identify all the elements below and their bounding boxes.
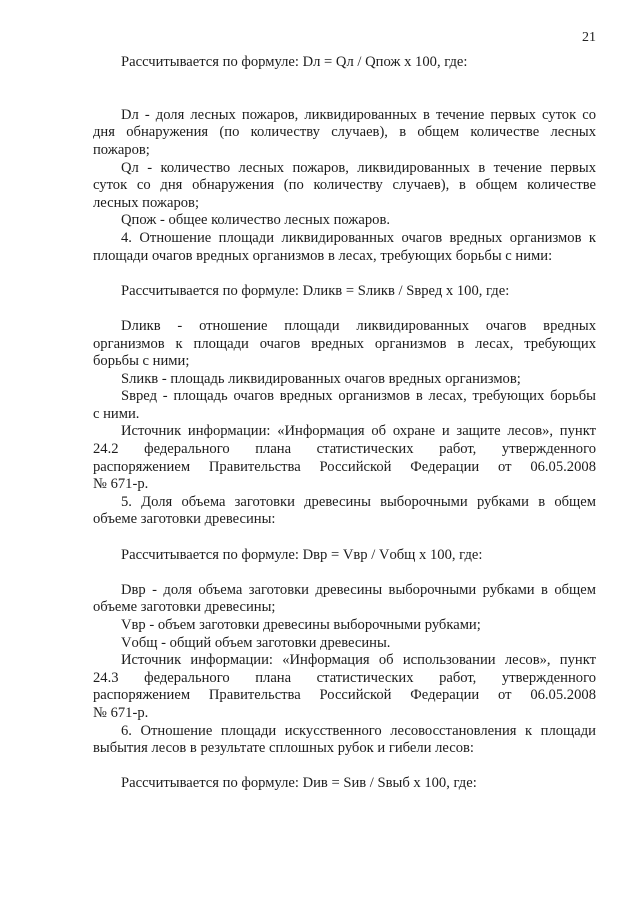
definition-vvr [93, 617, 596, 635]
text-line: 6. Отношение площади искусственного лесовосстановления к площади [121, 722, 596, 739]
text-line: площади очагов вредных организмов в лесах, требующих борьбы с ними: [93, 247, 553, 264]
text-line: № 671-р. [93, 704, 149, 721]
text-line: распоряжением Правительства Российской Федерации от 06.05.2008 [93, 458, 596, 475]
indicator-5-heading [93, 494, 596, 529]
blank-space [93, 300, 596, 318]
text-line: 5. Доля объема заготовки древесины выборочными рубками в общем [121, 493, 596, 510]
blank-space [93, 758, 596, 776]
blank-space [93, 72, 596, 107]
text-line: Vобщ - общий объем заготовки древесины. [121, 634, 391, 651]
text-line: Qл - количество лесных пожаров, ликвидированных в течение первых [121, 159, 596, 176]
document-body [93, 54, 596, 793]
text-line: распоряжением Правительства Российской Федерации от 06.05.2008 [93, 687, 596, 704]
text-line: 24.2 федерального плана статистических работ, утвержденного [93, 441, 596, 458]
definition-dl [93, 107, 596, 160]
indicator-6-heading [93, 723, 596, 758]
text-line: лесных пожаров; [93, 194, 200, 211]
blank-space [93, 564, 596, 582]
blank-space [93, 265, 596, 283]
definition-dlikv [93, 318, 596, 371]
text-line: Sвред - площадь очагов вредных организмов в лесах, требующих борьбы [121, 388, 596, 405]
text-line: дня обнаружения (по количеству случаев), в общем количестве лесных [93, 124, 596, 141]
text-line: Источник информации: «Информация об использовании лесов», пункт [121, 652, 596, 669]
formula-dl [93, 54, 596, 72]
text-line: Dликв - отношение площади ликвидированных очагов вредных [121, 317, 596, 334]
text-line: Рассчитывается по формуле: Dликв = Sликв / Sвред х 100, где: [121, 282, 510, 299]
indicator-4-heading [93, 230, 596, 265]
definition-qpozh [93, 212, 596, 230]
text-line: объеме заготовки древесины; [93, 599, 276, 616]
text-line: выбытия лесов в результате сплошных рубок и гибели лесов: [93, 740, 474, 757]
text-line: Рассчитывается по формуле: Dив = Sив / Sвыб х 100, где: [121, 775, 477, 792]
source-note-usage [93, 652, 596, 722]
formula-dvr [93, 547, 596, 565]
text-line: Vвр - объем заготовки древесины выборочными рубками; [121, 617, 481, 633]
text-line: Qпож - общее количество лесных пожаров. [121, 212, 391, 229]
text-line: Рассчитывается по формуле: Dвр = Vвр / Vобщ х 100, где: [121, 546, 483, 563]
text-line: пожаров; [93, 141, 150, 158]
formula-dlikv [93, 283, 596, 301]
definition-ql [93, 160, 596, 213]
source-note-protection [93, 423, 596, 493]
formula-div [93, 775, 596, 793]
text-line: борьбы с ними; [93, 353, 190, 370]
definition-vobshch [93, 635, 596, 653]
text-line: 24.3 федерального плана статистических работ, утвержденного [93, 669, 596, 686]
blank-space [93, 529, 596, 547]
text-line: Dвр - доля объема заготовки древесины выборочными рубками в общем [121, 581, 596, 598]
text-line: Sликв - площадь ликвидированных очагов вредных организмов; [121, 370, 521, 387]
definition-dvr [93, 582, 596, 617]
text-line: 4. Отношение площади ликвидированных очагов вредных организмов к [121, 229, 596, 246]
text-line: с ними. [93, 405, 140, 422]
text-line: суток со дня обнаружения (по количеству случаев), в общем количестве [93, 177, 596, 194]
text-line: Рассчитывается по формуле: Dл = Qл / Qпож х 100, где: [121, 54, 468, 70]
definition-svred [93, 388, 596, 423]
text-line: Dл - доля лесных пожаров, ликвидированных в течение первых суток со [121, 106, 596, 123]
text-line: организмов к площади очагов вредных организмов в лесах, требующих [93, 335, 596, 352]
page-number: 21 [582, 30, 596, 45]
definition-slikv [93, 371, 596, 389]
text-line: № 671-р. [93, 476, 149, 493]
text-line: объеме заготовки древесины: [93, 511, 276, 528]
text-line: Источник информации: «Информация об охране и защите лесов», пункт [121, 423, 596, 440]
